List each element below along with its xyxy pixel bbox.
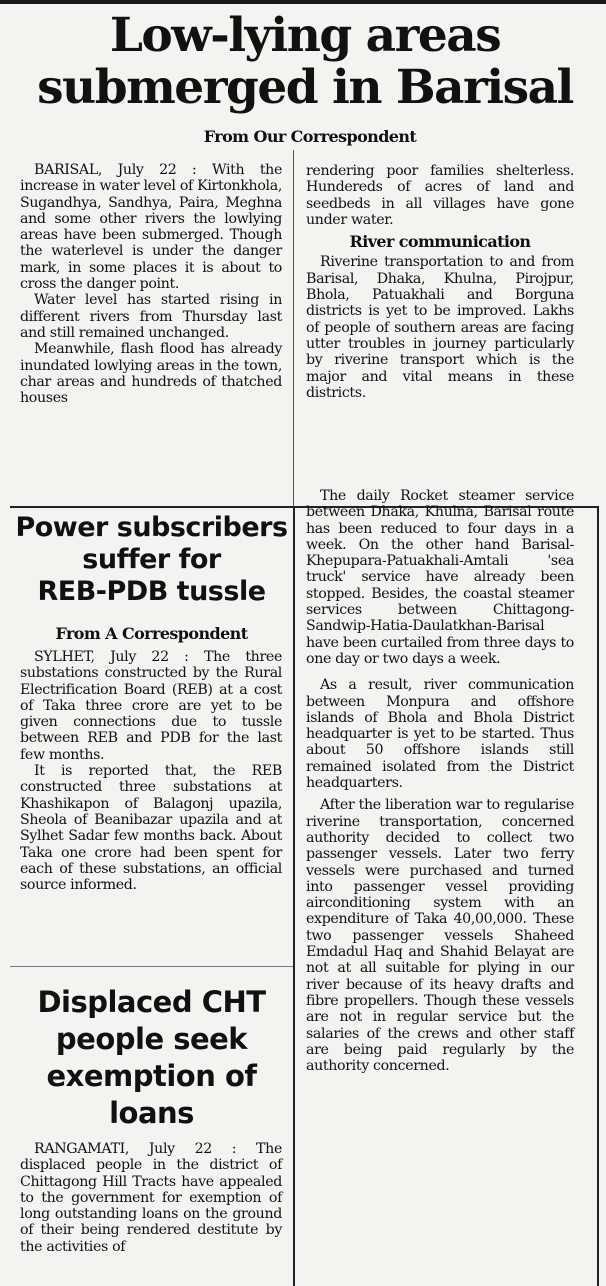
article-column — [20, 1141, 282, 1255]
paragraph: Water level has started rising in different rivers from Thursday last and still remained unchanged. — [20, 292, 282, 341]
paragraph: Meanwhile, flash flood has already inundated lowlying areas in the town, char areas and hundreds of thatched houses — [20, 341, 282, 407]
byline: From A Correspondent — [55, 624, 248, 643]
box-rule — [597, 506, 599, 1286]
paragraph: Riverine transportation to and from Barisal, Dhaka, Khulna, Pirojpur, Bhola, Patuakhali and Borguna districts is yet to be improved. Lakhs of people of southern areas are facing utter troubles in journey particularly by riverine transport which is the major and vital means in these districts. — [306, 254, 574, 401]
paragraph: RANGAMATI, July 22 : The displaced people in the district of Chittagong Hill Tracts have appealed to the government for exemption of long outstanding loans on the ground of their being rendered destitute by the activities of — [20, 1141, 282, 1255]
headline-line: loans — [109, 1096, 194, 1130]
headline-displaced-cht — [10, 984, 293, 1132]
headline-line: Low-lying areas — [109, 8, 501, 63]
paragraph: As a result, river communication between Monpura and offshore islands of Bhola and Bhola District headquarter is yet to be started. Thus about 50 offshore islands still remained isolated from the District headquarters. — [306, 677, 574, 792]
subhead-river-communication: River communication — [349, 232, 531, 252]
article-column — [306, 488, 574, 1074]
article-column — [306, 163, 574, 401]
article-column — [20, 649, 282, 893]
headline-line: REB-PDB tussle — [37, 576, 266, 607]
section-rule — [10, 506, 293, 508]
headline-line: Displaced CHT — [37, 985, 266, 1019]
headline-line: suffer for — [82, 544, 221, 575]
headline-line: submerged in Barisal — [37, 60, 573, 115]
headline-power-subscribers — [10, 512, 293, 608]
section-rule — [10, 966, 293, 967]
headline-line: Power subscribers — [15, 512, 288, 543]
paragraph: The daily Rocket steamer service between Dhaka, Khulna, Barisal route has been reduced to four days in a week. On the other hand Barisal-Khepupara-Patuakhali-Amtali 'sea truck' service have already been stopped. Besides, the coastal steamer services between Chittagong-Sandwip-Hatia-Daulatkhan-Barisal have been curtailed from three days to one day or two days a week. — [306, 488, 574, 667]
top-rule — [0, 0, 606, 4]
headline-line: people seek — [55, 1022, 248, 1056]
headline-low-lying-areas — [10, 10, 600, 114]
paragraph: After the liberation war to regularise riverine transportation, concerned authority decided to collect two passenger vessels. Later two ferry vessels were purchased and turned into passenger vessel providing airconditioning system with an expenditure of Taka 40,00,000. These two passenger vessels Shaheed Emdadul Haq and Shahid Belayat are not at all suitable for plying in our river because of its heavy drafts and fibre propellers. Though these vessels are not in regular service but the salaries of the crews and other staff are being paid regularly by the authority concerned. — [306, 797, 574, 1075]
paragraph: rendering poor families shelterless. Hundereds of acres of land and seedbeds in all villages have gone under water. — [306, 163, 574, 228]
byline: From Our Correspondent — [203, 127, 417, 146]
headline-line: exemption of — [46, 1059, 257, 1093]
paragraph: It is reported that, the REB constructed three substations at Khashikapon of Balagonj upazila, Sheola of Beanibazar upazila and at Sylhet Sadar few months back. About Taka one crore had been spent for each of these substations, an official source informed. — [20, 763, 282, 894]
paragraph: SYLHET, July 22 : The three substations constructed by the Rural Electrification Board (REB) at a cost of Taka three crore are yet to be given connections due to tussle between REB and PDB for the last few months. — [20, 649, 282, 763]
box-rule — [293, 506, 295, 1286]
article-column — [20, 162, 282, 406]
paragraph: BARISAL, July 22 : With the increase in water level of Kirtonkhola, Sugandhya, Sandhya, Paira, Meghna and some other rivers the lowlying areas have been submerged. Though the waterlevel is under the danger mark, in some places it is about to cross the danger point. — [20, 162, 282, 293]
